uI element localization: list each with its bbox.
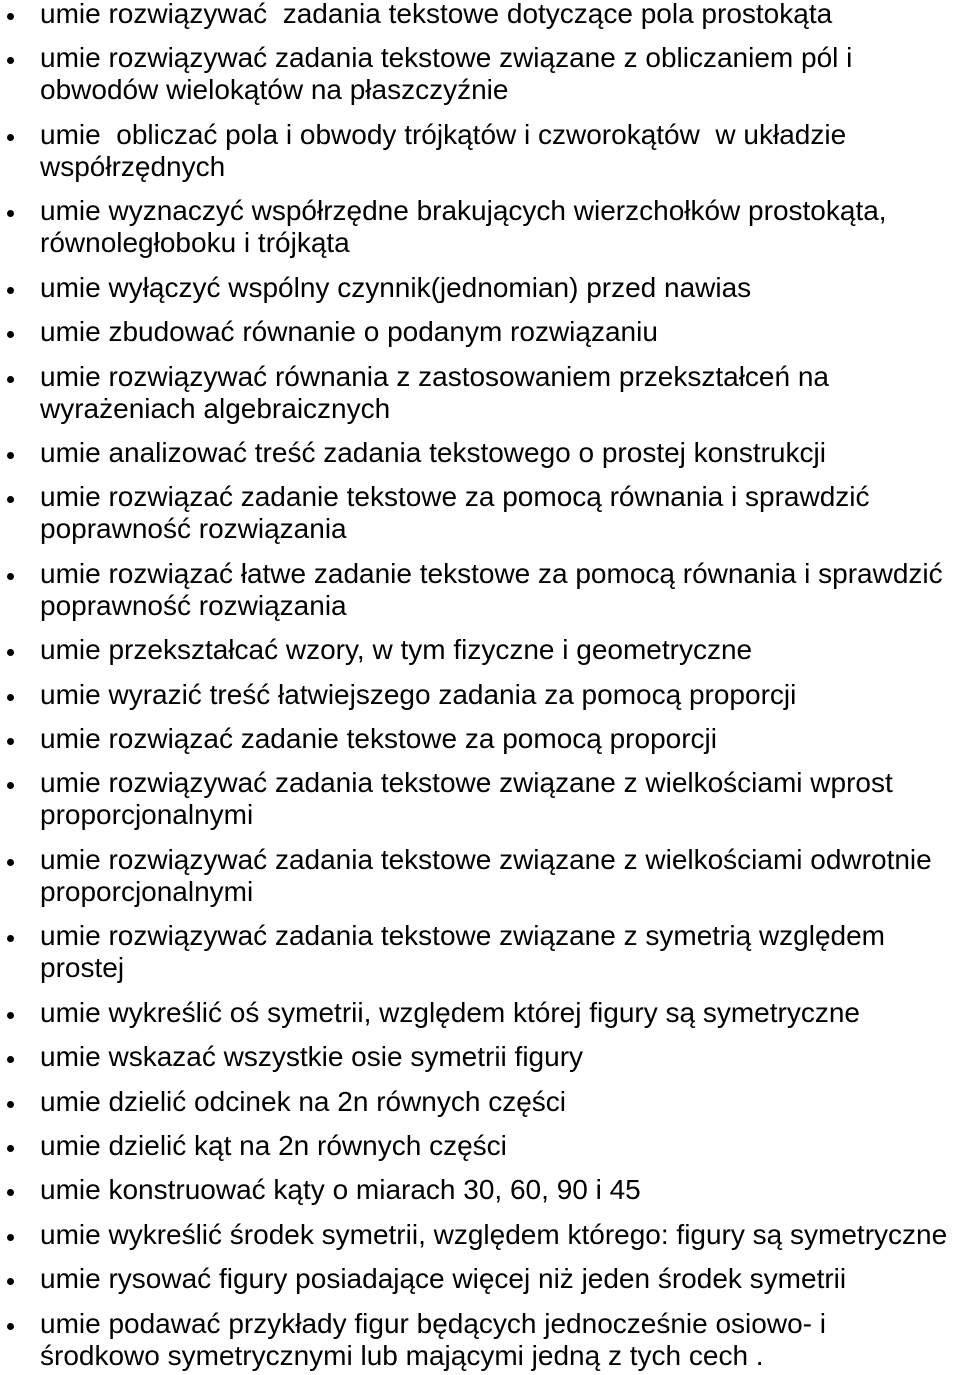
list-item bbox=[0, 1174, 960, 1206]
list-item-text: umie rozwiązywać zadania tekstowe związane z obliczaniem pól i bbox=[40, 42, 853, 74]
list-item bbox=[0, 767, 960, 831]
list-item-text: umie wyłączyć wspólny czynnik(jednomian) przed nawias bbox=[40, 271, 752, 303]
list-item bbox=[0, 1130, 960, 1162]
bullet-icon bbox=[7, 1234, 14, 1241]
list-item bbox=[0, 316, 960, 348]
bullet-icon bbox=[7, 452, 14, 459]
bullet-icon bbox=[7, 935, 14, 942]
list-item-text: umie rozwiązać zadanie tekstowe za pomocą proporcji bbox=[40, 723, 717, 755]
bullet-icon bbox=[7, 210, 14, 217]
bullet-icon bbox=[7, 1278, 14, 1285]
list-item-text: prostej bbox=[40, 952, 125, 984]
list-item-text: współrzędnych bbox=[40, 150, 226, 182]
list-item bbox=[0, 1086, 960, 1118]
list-item-text: umie rozwiązywać równania z zastosowaniem przekształceń na bbox=[40, 360, 830, 392]
list-item-text: umie podawać przykłady figur będących jednocześnie osiowo- i bbox=[40, 1307, 826, 1339]
list-item bbox=[0, 997, 960, 1029]
bullet-icon bbox=[7, 738, 14, 745]
list-item-text: środkowo symetrycznymi lub mającymi jedną z tych cech . bbox=[40, 1339, 764, 1371]
bullet-icon bbox=[7, 287, 14, 294]
list-item bbox=[0, 1308, 960, 1372]
list-item-text: umie wskazać wszystkie osie symetrii figury bbox=[40, 1041, 584, 1073]
bullet-icon bbox=[7, 1189, 14, 1196]
list-item-text: umie analizować treść zadania tekstowego o prostej konstrukcji bbox=[40, 436, 826, 468]
list-item bbox=[0, 634, 960, 666]
bullet-icon bbox=[7, 1323, 14, 1330]
list-item bbox=[0, 195, 960, 259]
list-item-text: umie dzielić kąt na 2n równych części bbox=[40, 1130, 507, 1162]
list-item bbox=[0, 437, 960, 469]
list-item-text: umie rozwiązywać zadania tekstowe związane z wielkościami odwrotnie bbox=[40, 843, 932, 875]
list-item bbox=[0, 1263, 960, 1295]
list-item bbox=[0, 361, 960, 425]
list-item-text: proporcjonalnymi bbox=[40, 799, 254, 831]
list-item-text: proporcjonalnymi bbox=[40, 875, 254, 907]
list-item bbox=[0, 844, 960, 908]
list-item-text: umie wyznaczyć współrzędne brakujących wierzchołków prostokąta, bbox=[40, 195, 887, 227]
bullet-icon bbox=[7, 496, 14, 503]
list-item-text: umie wykreślić oś symetrii, względem której figury są symetryczne bbox=[40, 996, 860, 1028]
list-item bbox=[0, 272, 960, 304]
list-item bbox=[0, 42, 960, 106]
bullet-icon bbox=[7, 376, 14, 383]
list-item bbox=[0, 723, 960, 755]
bullet-icon bbox=[7, 57, 14, 64]
bullet-icon bbox=[7, 1056, 14, 1063]
bullet-icon bbox=[7, 1012, 14, 1019]
list-item-text: wyrażeniach algebraicznych bbox=[40, 392, 391, 424]
list-item-text: umie rozwiązać łatwe zadanie tekstowe za pomocą równania i sprawdzić bbox=[40, 557, 943, 589]
list-item-text: umie obliczać pola i obwody trójkątów i czworokątów w układzie bbox=[40, 118, 847, 150]
list-item bbox=[0, 0, 960, 30]
list-item bbox=[0, 481, 960, 545]
list-item-text: umie wyrazić treść łatwiejszego zadania za pomocą proporcji bbox=[40, 678, 797, 710]
list-item-text: równoległoboku i trójkąta bbox=[40, 227, 350, 259]
list-item-text: umie rozwiązywać zadania tekstowe związane z wielkościami wprost bbox=[40, 767, 893, 799]
bullet-icon bbox=[7, 1101, 14, 1108]
list-item bbox=[0, 920, 960, 984]
bullet-icon bbox=[7, 13, 14, 20]
list-item-text: umie dzielić odcinek na 2n równych części bbox=[40, 1085, 567, 1117]
bullet-icon bbox=[7, 859, 14, 866]
list-item-text: poprawność rozwiązania bbox=[40, 589, 347, 621]
list-item-text: umie przekształcać wzory, w tym fizyczne i geometryczne bbox=[40, 634, 753, 666]
bullet-icon bbox=[7, 694, 14, 701]
list-item-text: umie rysować figury posiadające więcej niż jeden środek symetrii bbox=[40, 1263, 847, 1295]
list-item-text: umie rozwiązać zadanie tekstowe za pomocą równania i sprawdzić bbox=[40, 481, 870, 513]
list-item-text: umie rozwiązywać zadania tekstowe związane z symetrią względem bbox=[40, 920, 886, 952]
list-item bbox=[0, 119, 960, 183]
list-item-text: umie zbudować równanie o podanym rozwiązaniu bbox=[40, 316, 658, 348]
bullet-icon bbox=[7, 782, 14, 789]
list-item-text: umie wykreślić środek symetrii, względem którego: figury są symetryczne bbox=[40, 1218, 948, 1250]
bullet-icon bbox=[7, 573, 14, 580]
bullet-icon bbox=[7, 1145, 14, 1152]
list-item bbox=[0, 1219, 960, 1251]
list-item bbox=[0, 558, 960, 622]
list-item bbox=[0, 679, 960, 711]
bullet-icon bbox=[7, 134, 14, 141]
bullet-icon bbox=[7, 331, 14, 338]
bullet-icon bbox=[7, 649, 14, 656]
list-item-text: umie rozwiązywać zadania tekstowe dotyczące pola prostokąta bbox=[40, 0, 833, 29]
list-item-text: poprawność rozwiązania bbox=[40, 513, 347, 545]
list-item bbox=[0, 1041, 960, 1073]
list-item-text: obwodów wielokątów na płaszczyźnie bbox=[40, 74, 509, 106]
list-item-text: umie konstruować kąty o miarach 30, 60, 90 i 45 bbox=[40, 1174, 641, 1206]
